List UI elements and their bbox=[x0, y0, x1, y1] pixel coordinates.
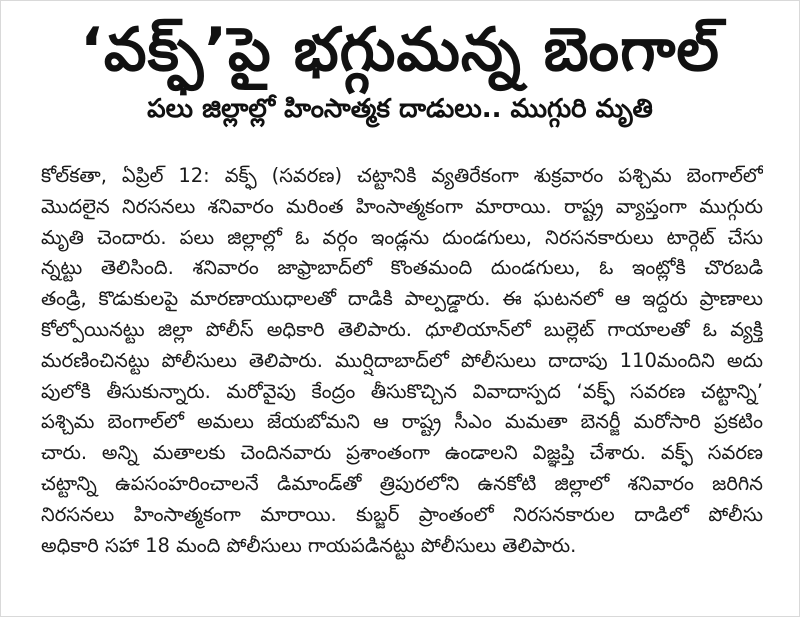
body-line: మృతి చెందారు. పలు జిల్లాల్లో ఓ వర్గం ఇండ్లను దుండగులు, నిరసనకారులు టార్గెట్ చేసు bbox=[41, 225, 763, 249]
article-body bbox=[41, 161, 763, 561]
body-line: పులోకి తీసుకున్నారు. మరోవైపు కేంద్రం తీసుకొచ్చిన వివాదాస్పద ‘వక్ఫ్ సవరణ చట్టాన్ని’ bbox=[41, 379, 763, 403]
headline: ‘వక్ఫ్’పై భగ్గుమన్న బెంగాల్ bbox=[80, 15, 720, 85]
body-line: చారు. అన్ని మతాలకు చెందినవారు ప్రశాంతంగా ఉండాలని విజ్ఞప్తి చేశారు. వక్ఫ్ సవరణ bbox=[41, 441, 763, 465]
body-line: పశ్చిమ బెంగాల్‌లో అమలు జేయబోమని ఆ రాష్ట్ర సీఎం మమతా బెనర్జీ మరోసారి ప్రకటిం bbox=[41, 410, 763, 434]
body-line: న్నట్టు తెలిసింది. శనివారం జాఫ్రాబాద్‌లో కొంతమంది దుండగులు, ఓ ఇంట్లోకి చొరబడి bbox=[41, 256, 763, 280]
body-line: మరణించినట్టు పోలీసులు తెలిపారు. ముర్షిదాబాద్‌లో పోలీసులు దాదాపు 110మందిని అదు bbox=[41, 348, 763, 372]
body-line: కోల్పోయినట్టు జిల్లా పోలీస్ అధికారి తెలిపారు. ధూలియాన్‌లో బుల్లెట్ గాయాలతో ఓ వ్యక్తి bbox=[41, 317, 763, 341]
body-line: నిరసనలు హింసాత్మకంగా మారాయి. కుబ్జర్ ప్రాంతంలో నిరసనకారుల దాడిలో పోలీసు bbox=[41, 502, 763, 526]
body-line: అధికారి సహా 18 మంది పోలీసులు గాయపడినట్టు పోలీసులు తెలిపారు. bbox=[41, 533, 577, 557]
body-line: కోల్‌కతా, ఏప్రిల్ 12: వక్ఫ్ (సవరణ) చట్టానికి వ్యతిరేకంగా శుక్రవారం పశ్చిమ బెంగాల్‌లో bbox=[41, 164, 763, 187]
subheadline: పలు జిల్లాల్లో హింసాత్మక దాడులు.. ముగ్గురి మృతి bbox=[147, 94, 653, 124]
body-line: చట్టాన్ని ఉపసంహరించాలనే డిమాండ్‌తో త్రిపురలోని ఉనకోటి జిల్లాలో శనివారం జరిగిన bbox=[41, 471, 763, 495]
body-line: మొదలైన నిరసనలు శనివారం మరింత హింసాత్మకంగా మారాయి. రాష్ట్ర వ్యాప్తంగా ముగ్గురు bbox=[41, 194, 763, 218]
body-line: తండ్రి, కొడుకులపై మారణాయుధాలతో దాడికి పాల్పడ్డారు. ఈ ఘటనలో ఆ ఇద్దరు ప్రాణాలు bbox=[41, 287, 763, 311]
